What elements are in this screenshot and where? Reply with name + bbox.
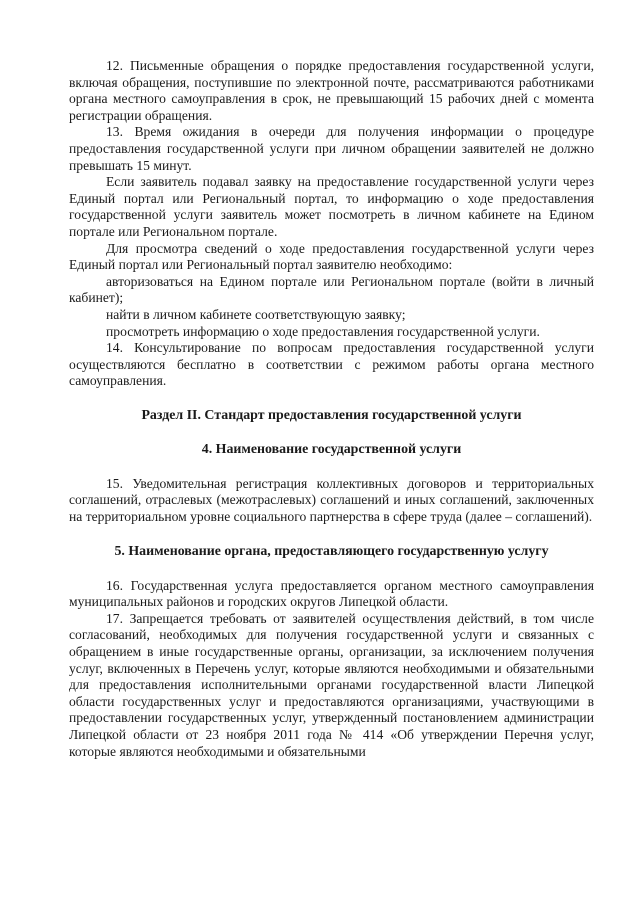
paragraph-13: 13. Время ожидания в очереди для получения информации о процедуре предоставления государственной услуги при личном обращении заявителей не должно превышать 15 минут.: [69, 124, 594, 173]
document-body: [69, 58, 594, 760]
paragraph-portal-steps: Для просмотра сведений о ходе предоставления государственной услуги через Единый портал или Региональный портал заявителю необходимо:: [69, 240, 594, 273]
section-title: Раздел II. Стандарт предоставления государственной услуги: [141, 407, 522, 423]
paragraph-16: 16. Государственная услуга предоставляется органом местного самоуправления муниципальных районов и городских округов Липецкой области.: [69, 577, 594, 610]
spacer: [69, 526, 594, 543]
paragraph-17: 17. Запрещается требовать от заявителей осуществления действий, в том числе согласований, необходимых для получения государственной услуги и связанных с обращением в иные государственные органы, организации, за исключением получения услуг, включенных в Перечень услуг, которые являются необходимыми и обязательными для предоставления исполнительными органами государственной власти Липецкой области государственных услуг и предоставляются организациями, участвующими в предоставлении государственных услуг, утвержденный постановлением администрации Липецкой области от 23 ноября 2011 года № 414 «Об утверждении Перечня услуг, которые являются необходимыми и обязательными: [69, 610, 594, 759]
step-authorize: авторизоваться на Едином портале или Региональном портале (войти в личный кабинет);: [69, 273, 594, 306]
spacer: [69, 560, 594, 578]
paragraph-portal-info: Если заявитель подавал заявку на предоставление государственной услуги через Единый портал или Региональный портал, то информацию о ходе предоставления государственной услуги заявитель может посмотреть в личном кабинете на Едином портале или Региональном портале.: [69, 174, 594, 239]
paragraph-12: 12. Письменные обращения о порядке предоставления государственной услуги, включая обращения, поступившие по электронной почте, рассматриваются работниками органа местного самоуправления в срок, не превышающий 15 рабочих дней с момента регистрации обращения.: [69, 58, 594, 123]
spacer: [69, 390, 594, 407]
step-view-status: просмотреть информацию о ходе предоставления государственной услуги.: [106, 323, 540, 339]
spacer: [69, 458, 594, 476]
heading-4: 4. Наименование государственной услуги: [201, 441, 462, 457]
paragraph-14: 14. Консультирование по вопросам предоставления государственной услуги осуществляются бесплатно в соответствии с режимом работы органа местного самоуправления.: [69, 340, 594, 389]
paragraph-15: 15. Уведомительная регистрация коллективных договоров и территориальных соглашений, отраслевых (межотраслевых) соглашений и иных соглашений, заключенных на территориальном уровне социального партнерства в сфере труда (далее – соглашений).: [69, 475, 594, 525]
spacer: [69, 424, 594, 441]
heading-5: 5. Наименование органа, предоставляющего государственную услугу: [114, 543, 549, 559]
step-find-request: найти в личном кабинете соответствующую заявку;: [106, 306, 406, 322]
